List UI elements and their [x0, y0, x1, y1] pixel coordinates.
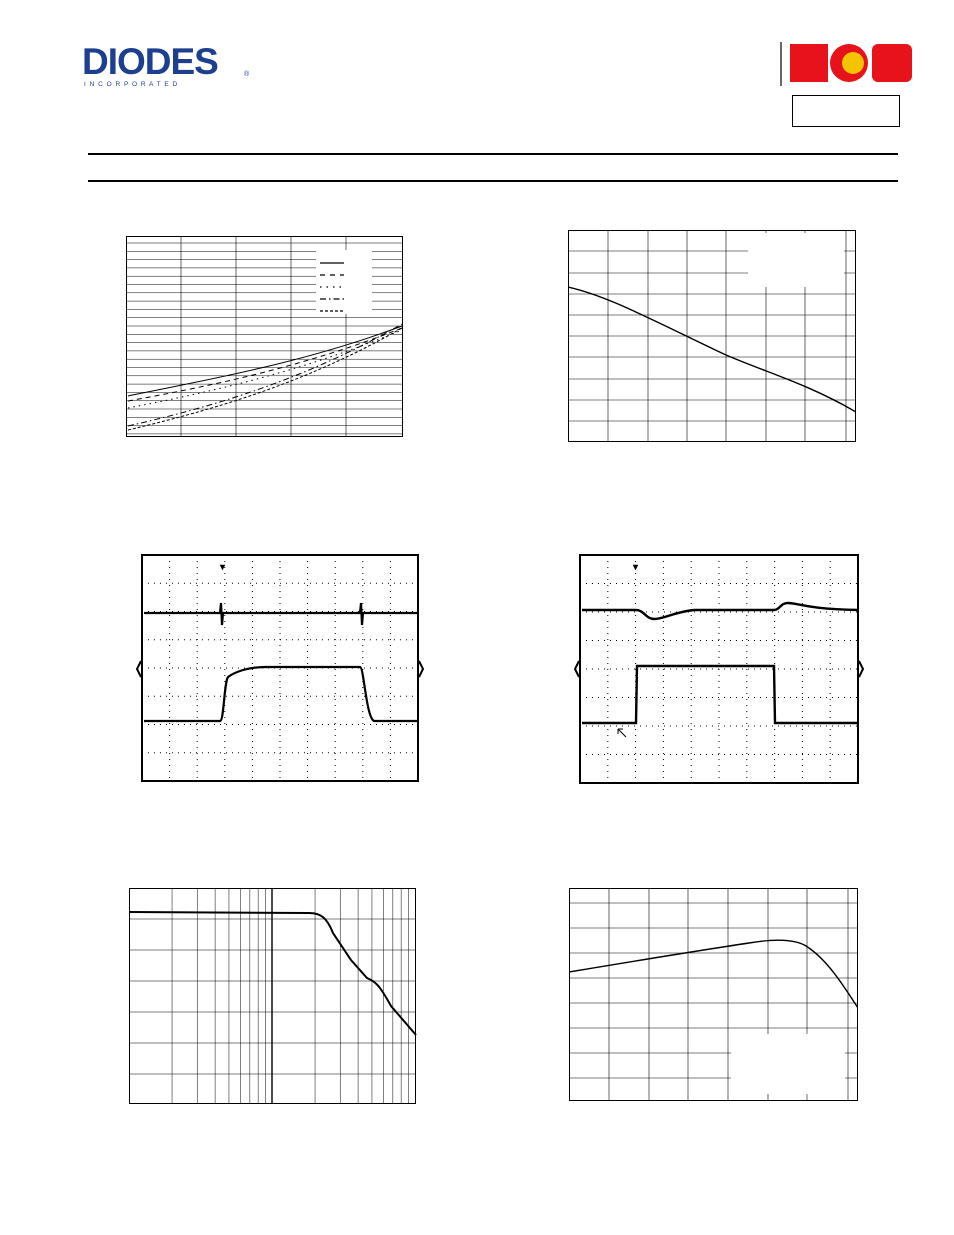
fig-5-chart: [129, 888, 417, 1105]
fig-6-legend-area: [731, 1034, 845, 1094]
fig-4-trigger-marker: ▾: [633, 562, 639, 573]
fig-1-chart: [126, 236, 403, 438]
fig-4-scope: [574, 553, 866, 787]
fig-4-ch1-marker: [575, 661, 579, 677]
diodes-logo-subtitle: I N C O R P O R A T E D: [84, 81, 179, 88]
fig-2-chart: [568, 230, 856, 443]
fig-3-ch1-marker-right: [419, 661, 423, 677]
fig-6-chart: [569, 888, 858, 1102]
part-number-box: [792, 95, 900, 127]
fig-1-legend: [316, 250, 372, 314]
fig-4-ch1-marker-right: [859, 661, 863, 677]
header-rule-top: [88, 153, 898, 155]
fig-3-ch1-marker: [137, 661, 141, 677]
bcd-logo-text: BCD: [776, 38, 779, 39]
header-rule-bottom: [88, 180, 898, 182]
fig-3-scope: [136, 553, 426, 785]
fig-2-legend-area: [748, 233, 844, 287]
diodes-logo-wordmark: DIODES: [82, 41, 218, 82]
bcd-logo: [776, 38, 922, 92]
svg-text:®: ®: [244, 71, 250, 78]
fig-3-trigger-marker: ▾: [220, 562, 226, 573]
diodes-logo: [82, 40, 254, 92]
